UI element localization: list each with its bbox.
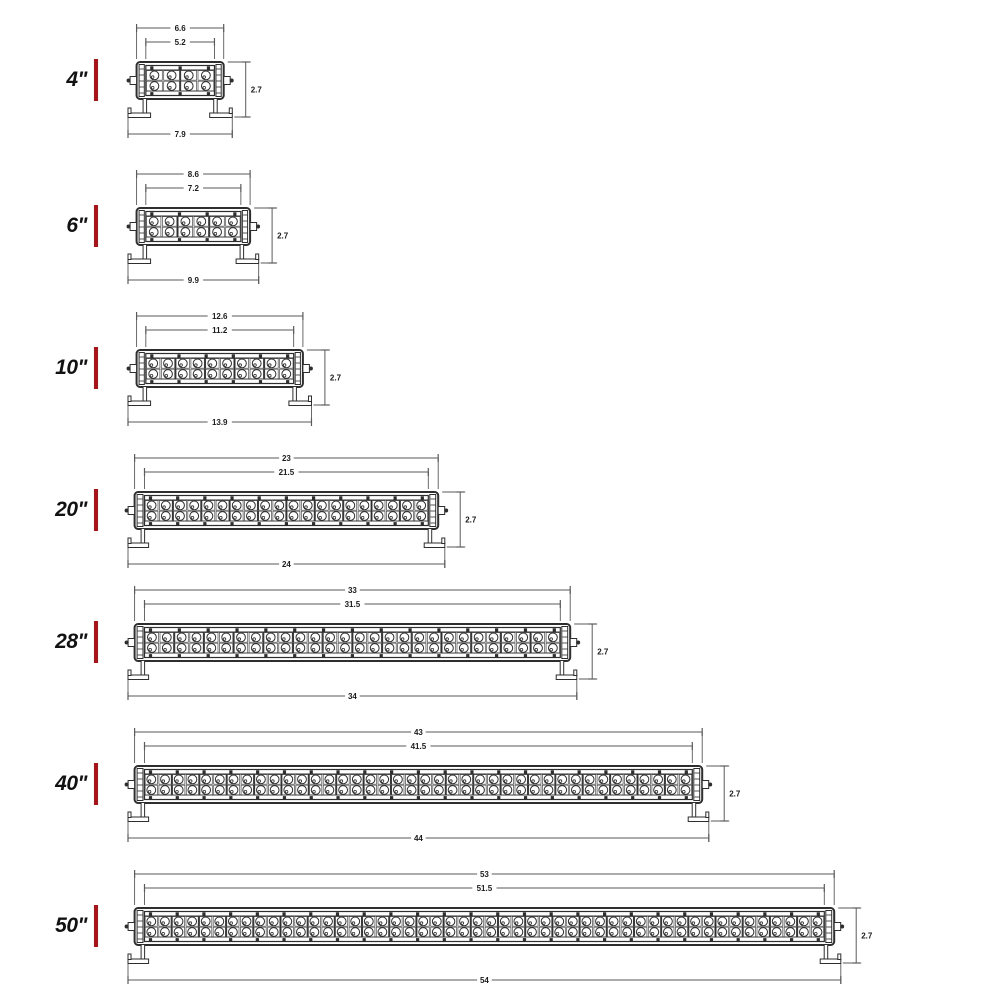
end-cap-left [139, 65, 144, 97]
end-cap-left [137, 627, 143, 659]
dim-lens-width [145, 742, 693, 751]
dim-value: 8.6 [187, 169, 199, 179]
size-row-5 [0, 574, 1000, 714]
end-cap-right [694, 769, 700, 801]
side-bolt-left [127, 77, 137, 85]
dim-lens-width [146, 38, 215, 47]
dim-overall-width [128, 418, 311, 427]
end-cap-right [216, 65, 221, 97]
size-label [0, 204, 98, 248]
mounting-bracket-left [128, 529, 149, 548]
size-label [0, 488, 98, 532]
dim-overall-width [128, 692, 577, 701]
dim-value: 21.5 [278, 467, 295, 477]
dim-value: 2.7 [250, 85, 262, 95]
dim-overall-width [128, 976, 841, 985]
side-bolt-left [127, 223, 137, 231]
red-accent-mark [94, 205, 98, 247]
dim-height [574, 624, 611, 679]
dim-overall-width [128, 276, 259, 285]
size-row-4 [0, 442, 1000, 582]
dim-value: 7.2 [187, 183, 199, 193]
red-accent-mark [94, 763, 98, 805]
dim-value: 23 [281, 453, 291, 463]
mounting-bracket-right [688, 803, 709, 822]
side-bolt-right [570, 639, 580, 647]
red-accent-mark [94, 347, 98, 389]
dim-value: 34 [347, 691, 357, 701]
dim-value: 53 [479, 869, 489, 879]
dim-value: 2.7 [597, 647, 609, 657]
size-label [0, 58, 98, 102]
dim-height [228, 62, 265, 117]
dim-value: 2.7 [465, 515, 477, 525]
size-label-text: 10" [55, 356, 87, 379]
light-bar-drawing [0, 574, 1000, 714]
dim-height [307, 350, 344, 405]
size-label-text: 20" [55, 498, 87, 521]
dim-value: 51.5 [476, 883, 493, 893]
dim-housing-width [137, 170, 251, 179]
light-bar-drawing [0, 300, 1000, 440]
mounting-bracket-left [128, 99, 151, 118]
dim-housing-width [137, 24, 224, 33]
led-grid [145, 500, 427, 521]
mounting-bracket-right [236, 245, 259, 264]
light-bar-drawing [0, 12, 1000, 152]
dim-height [838, 908, 875, 963]
end-cap-left [139, 211, 144, 243]
end-cap-left [137, 769, 143, 801]
dim-lens-width [146, 326, 294, 335]
dim-height [442, 492, 479, 547]
led-grid [145, 632, 559, 653]
mounting-bracket-right [424, 529, 445, 548]
dim-value: 7.9 [174, 129, 186, 139]
dim-value: 33 [347, 585, 357, 595]
dim-value: 2.7 [729, 789, 741, 799]
size-row-3 [0, 300, 1000, 440]
dim-lens-width [145, 884, 825, 893]
size-label-text: 28" [55, 630, 87, 653]
mounting-bracket-right [289, 387, 312, 406]
size-row-2 [0, 158, 1000, 298]
dim-housing-width [135, 870, 835, 879]
size-label [0, 346, 98, 390]
end-cap-right [242, 211, 247, 243]
dim-overall-width [128, 834, 709, 843]
side-bolt-left [125, 781, 135, 789]
dim-value: 2.7 [861, 931, 873, 941]
dim-lens-width [146, 184, 241, 193]
size-row-1 [0, 12, 1000, 152]
dim-value: 41.5 [410, 741, 427, 751]
red-accent-mark [94, 621, 98, 663]
dim-height [706, 766, 743, 821]
side-bolt-right [438, 507, 448, 515]
dim-value: 43 [413, 727, 423, 737]
mounting-bracket-right [820, 945, 841, 964]
end-cap-right [295, 353, 300, 385]
side-bolt-right [303, 365, 313, 373]
size-label [0, 620, 98, 664]
side-bolt-right [702, 781, 712, 789]
dim-value: 31.5 [344, 599, 361, 609]
light-bar-drawing [0, 858, 1000, 998]
size-label-text: 4" [66, 68, 87, 91]
dim-value: 2.7 [277, 231, 289, 241]
mounting-bracket-right [210, 99, 233, 118]
light-bar-drawing [0, 716, 1000, 856]
end-cap-right [562, 627, 568, 659]
side-bolt-left [125, 639, 135, 647]
end-cap-left [137, 911, 143, 943]
led-grid [145, 774, 691, 795]
light-bar-drawing [0, 158, 1000, 298]
dim-lens-width [145, 600, 561, 609]
dim-value: 11.2 [212, 325, 228, 335]
dim-value: 6.6 [174, 23, 186, 33]
mounting-bracket-left [128, 661, 149, 680]
dim-housing-width [135, 454, 439, 463]
side-bolt-left [125, 507, 135, 515]
mounting-bracket-left [128, 387, 151, 406]
size-row-7 [0, 858, 1000, 998]
dim-lens-width [145, 468, 429, 477]
side-bolt-right [224, 77, 234, 85]
size-label [0, 762, 98, 806]
red-accent-mark [94, 489, 98, 531]
dim-value: 5.2 [174, 37, 186, 47]
end-cap-right [826, 911, 832, 943]
dim-housing-width [135, 586, 571, 595]
end-cap-right [430, 495, 436, 527]
dim-overall-width [128, 560, 445, 569]
red-accent-mark [94, 905, 98, 947]
side-bolt-left [125, 923, 135, 931]
size-label-text: 6" [66, 214, 87, 237]
dim-value: 24 [281, 559, 291, 569]
mounting-bracket-left [128, 803, 149, 822]
dim-height [254, 208, 291, 263]
mounting-bracket-left [128, 945, 149, 964]
dim-value: 13.9 [211, 417, 228, 427]
dim-value: 2.7 [329, 373, 342, 383]
mounting-bracket-left [128, 245, 151, 264]
dim-housing-width [135, 728, 703, 737]
size-label [0, 904, 98, 948]
dim-value: 54 [479, 975, 489, 985]
dim-value: 12.6 [211, 311, 228, 321]
size-row-6 [0, 716, 1000, 856]
dim-value: 44 [413, 833, 423, 843]
size-label-text: 50" [55, 914, 87, 937]
side-bolt-left [127, 365, 137, 373]
dim-overall-width [128, 130, 232, 139]
dim-value: 9.9 [187, 275, 199, 285]
side-bolt-right [250, 223, 260, 231]
red-accent-mark [94, 59, 98, 101]
dim-housing-width [137, 312, 303, 321]
size-label-text: 40" [55, 772, 87, 795]
light-bar-drawing [0, 442, 1000, 582]
end-cap-left [137, 495, 143, 527]
mounting-bracket-right [556, 661, 577, 680]
end-cap-left [139, 353, 144, 385]
side-bolt-right [834, 923, 844, 931]
